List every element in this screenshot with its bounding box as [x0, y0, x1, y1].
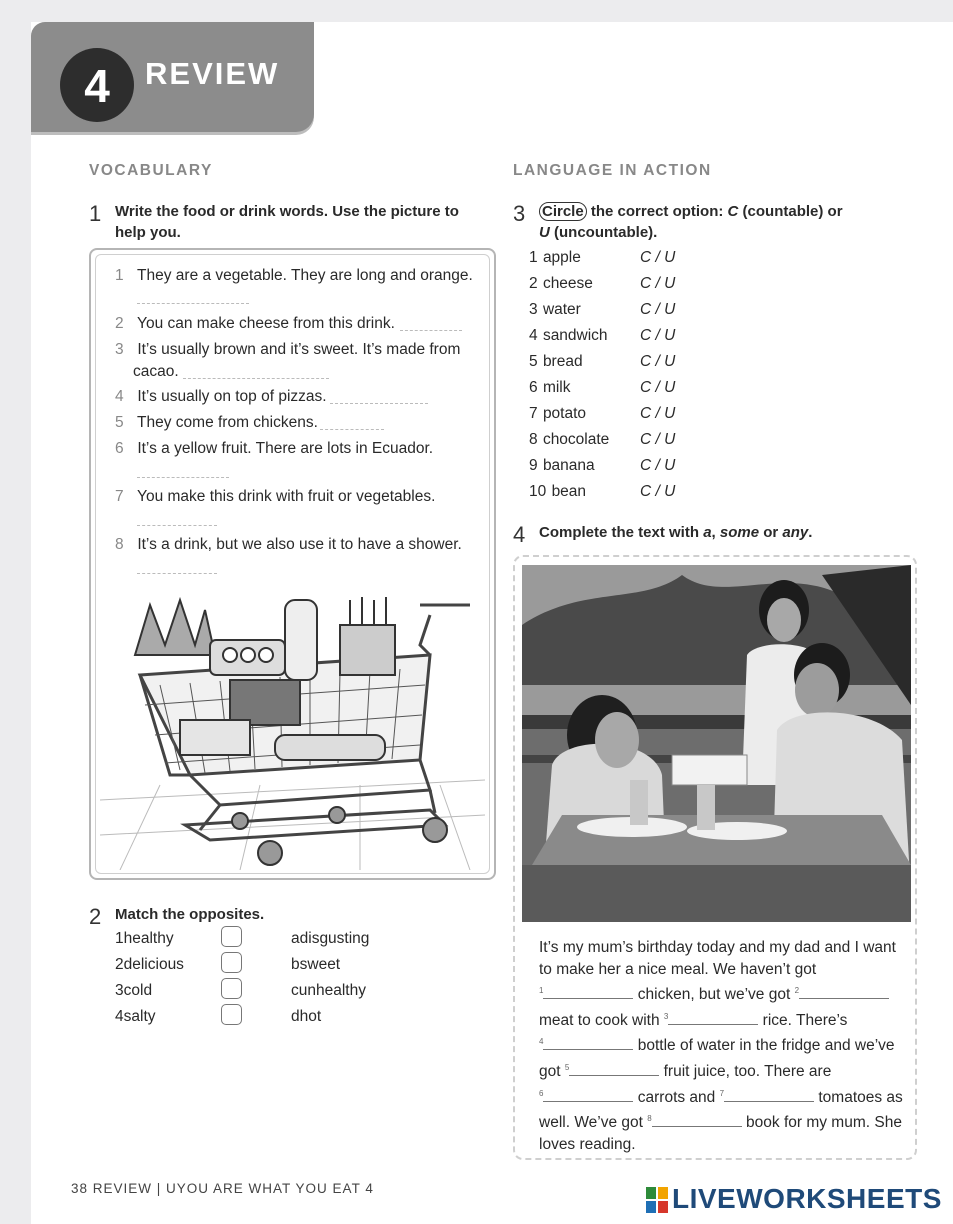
exercise-3-instruction: Circle the correct option: C (countable) or U (uncountable). — [539, 203, 843, 241]
language-in-action-heading: LANGUAGE IN ACTION — [513, 162, 712, 179]
ex4-gap-6[interactable] — [543, 1089, 633, 1102]
ex1-answer-5[interactable] — [320, 416, 384, 430]
ex1-item-1: 1 They are a vegetable. They are long and orange. — [115, 267, 473, 284]
ex3-item-1: 1 apple — [529, 249, 581, 266]
unit-number-badge: 4 — [60, 48, 134, 122]
vocabulary-heading: VOCABULARY — [89, 162, 213, 179]
ex3-item-10: 10 bean — [529, 483, 587, 500]
ex2-left-2: 2delicious — [115, 956, 184, 973]
ex3-item-9: 9 banana — [529, 457, 595, 474]
ex2-answer-box-4[interactable] — [221, 1004, 242, 1025]
page-title: REVIEW — [145, 56, 280, 91]
ex3-option-5[interactable]: C / U — [640, 353, 676, 370]
ex1-item-4: 4 It’s usually on top of pizzas. — [115, 388, 327, 405]
ex1-answer-6[interactable] — [137, 464, 229, 478]
exercise-4-text: It’s my mum’s birthday today and my dad and I want to make her a nice meal. We haven’t got $^1$ chicken, but we’ve got $^2$ meat to cook with $^3$ rice. There’s $^4$ bottle of water in the fridge and we’ve got $^5$ fruit juice, too. There are $^6$ carrots and $^7$ tomatoes as well. We’ve got $^8$ book for my mum. She loves reading. — [539, 939, 903, 1153]
ex2-right-c: cunhealthy — [291, 982, 366, 999]
exercise-4-number: 4 — [513, 522, 526, 547]
ex3-item-4: 4 sandwich — [529, 327, 608, 344]
ex1-answer-2[interactable] — [400, 317, 462, 331]
ex4-gap-8[interactable] — [652, 1114, 742, 1127]
ex1-item-2: 2 You can make cheese from this drink. — [115, 315, 395, 332]
ex3-item-2: 2 cheese — [529, 275, 593, 292]
ex2-left-3: 3cold — [115, 982, 153, 999]
ex3-item-8: 8 chocolate — [529, 431, 610, 448]
ex1-item-5: 5 They come from chickens. — [115, 414, 318, 431]
ex3-option-2[interactable]: C / U — [640, 275, 676, 292]
ex4-gap-1[interactable] — [543, 986, 633, 999]
ex2-left-4: 4salty — [115, 1008, 156, 1025]
ex3-option-6[interactable]: C / U — [640, 379, 676, 396]
ex3-option-9[interactable]: C / U — [640, 457, 676, 474]
ex2-answer-box-2[interactable] — [221, 952, 242, 973]
ex4-gap-2[interactable] — [799, 986, 889, 999]
ex3-option-8[interactable]: C / U — [640, 431, 676, 448]
ex2-left-1: 1healthy — [115, 930, 174, 947]
ex3-option-7[interactable]: C / U — [640, 405, 676, 422]
ex4-gap-3[interactable] — [668, 1012, 758, 1025]
ex3-item-3: 3 water — [529, 301, 581, 318]
ex3-option-1[interactable]: C / U — [640, 249, 676, 266]
exercise-2-number: 2 — [89, 904, 102, 929]
shopping-cart-illustration — [100, 585, 485, 870]
ex1-answer-4[interactable] — [330, 390, 428, 404]
liveworksheets-brand[interactable]: LIVEWORKSHEETS — [672, 1183, 942, 1214]
ex2-right-a: adisgusting — [291, 930, 370, 947]
ex1-item-6: 6 It’s a yellow fruit. There are lots in Ecuador. — [115, 440, 434, 457]
ex1-item-8: 8 It’s a drink, but we also use it to have a shower. — [115, 536, 462, 553]
ex2-right-b: bsweet — [291, 956, 341, 973]
ex1-answer-7[interactable] — [137, 512, 217, 526]
ex3-option-3[interactable]: C / U — [640, 301, 676, 318]
ex4-gap-5[interactable] — [569, 1063, 659, 1076]
ex1-answer-1[interactable] — [137, 290, 249, 304]
exercise-3-number: 3 — [513, 201, 526, 226]
ex3-item-7: 7 potato — [529, 405, 587, 422]
ex2-right-d: dhot — [291, 1008, 322, 1025]
exercise-4-instruction: Complete the text with a, some or any. — [539, 524, 813, 541]
ex1-item-7: 7 You make this drink with fruit or vegetables. — [115, 488, 436, 505]
page-footer: 38 REVIEW | UYOU ARE WHAT YOU EAT 4 — [71, 1181, 374, 1196]
exercise-1-number: 1 — [89, 201, 102, 226]
ex3-item-5: 5 bread — [529, 353, 583, 370]
ex1-answer-3[interactable] — [183, 365, 329, 379]
ex3-item-6: 6 milk — [529, 379, 571, 396]
ex3-option-10[interactable]: C / U — [640, 483, 676, 500]
ex4-gap-4[interactable] — [543, 1037, 633, 1050]
birthday-dinner-photo — [522, 565, 911, 922]
exercise-2-instruction: Match the opposites. — [115, 906, 265, 923]
exercise-1-instruction: Write the food or drink words. Use the picture to help you. — [115, 203, 459, 241]
ex2-answer-box-3[interactable] — [221, 978, 242, 999]
liveworksheets-logo-icon — [646, 1187, 668, 1213]
ex2-answer-box-1[interactable] — [221, 926, 242, 947]
ex1-item-3: 3 It’s usually brown and it’s sweet. It’s made from cacao. — [115, 341, 461, 380]
ex1-answer-8[interactable] — [137, 560, 217, 574]
ex3-option-4[interactable]: C / U — [640, 327, 676, 344]
ex4-gap-7[interactable] — [724, 1089, 814, 1102]
